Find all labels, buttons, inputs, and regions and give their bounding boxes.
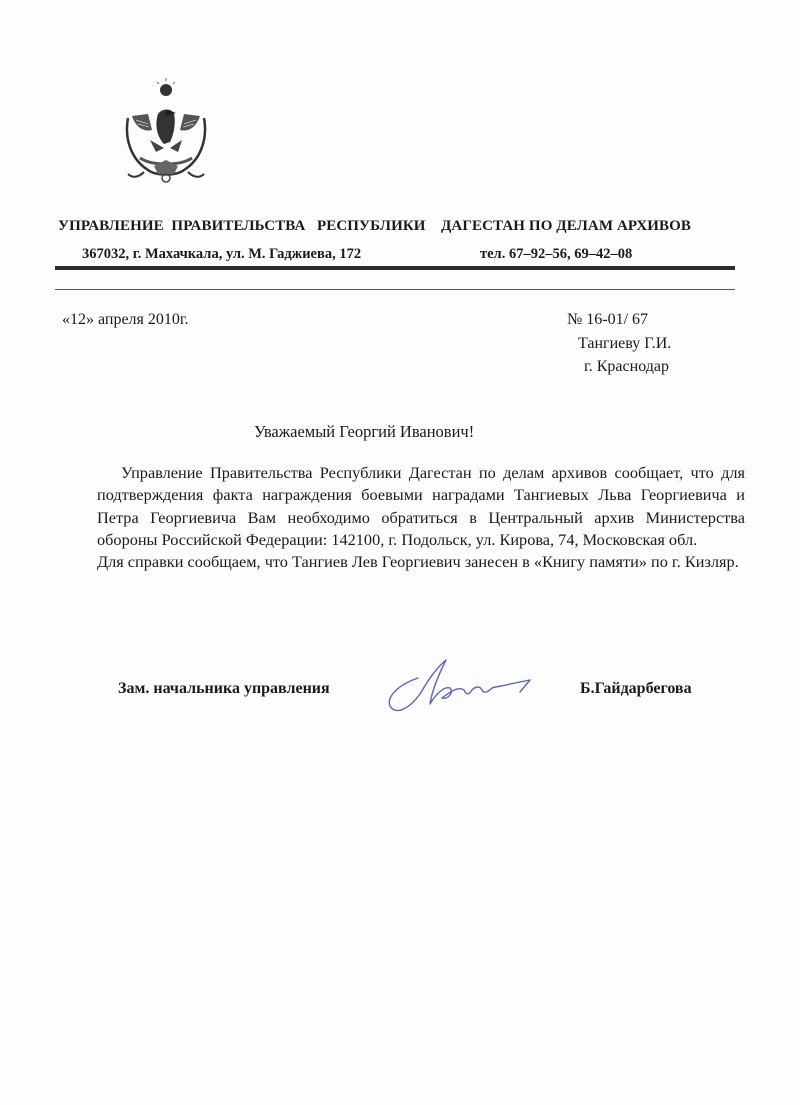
body-paragraph: Управление Правительства Республики Дагестан по делам архивов сообщает, что для подтверждения факта награждения боевыми наградами Тангиевых Льва Георгиевича и Петра Георгиевича Вам необходимо обратиться в Центральный архив Министерства обороны Российской Федерации: 142100, г. Подольск, ул. Кирова, 74, Московская обл. xyxy=(97,463,745,549)
recipient-name: Тангиеву Г.И. xyxy=(578,335,672,352)
organization-phone: тел. 67–92–56, 69–42–08 xyxy=(480,246,633,262)
body-paragraph: Для справки сообщаем, что Тангиев Лев Георгиевич занесен в «Книгу памяти» по г. Кизляр. xyxy=(97,552,739,572)
title-part: ДАГЕСТАН ПО ДЕЛАМ АРХИВОВ xyxy=(440,218,692,234)
title-part: УПРАВЛЕНИЕ xyxy=(58,218,164,234)
handwritten-signature xyxy=(380,656,560,716)
coat-of-arms-icon xyxy=(118,78,214,188)
sun-icon xyxy=(160,84,172,96)
letter-body xyxy=(97,462,745,573)
title-part: РЕСПУБЛИКИ xyxy=(316,218,426,234)
organization-title xyxy=(58,218,748,235)
header-divider-thick xyxy=(55,266,735,270)
title-part: ПРАВИТЕЛЬСТВА xyxy=(171,218,306,234)
signatory-position: Зам. начальника управления xyxy=(118,680,330,697)
document-number: № 16-01/ 67 xyxy=(567,311,649,328)
header-divider-thin xyxy=(55,289,735,290)
organization-address: 367032, г. Махачкала, ул. М. Гаджиева, 172 xyxy=(82,246,362,262)
letter-greeting: Уважаемый Георгий Иванович! xyxy=(254,422,475,441)
letter-date: «12» апреля 2010г. xyxy=(62,311,189,328)
recipient-city: г. Краснодар xyxy=(584,358,669,375)
signatory-name: Б.Гайдарбегова xyxy=(580,680,692,697)
